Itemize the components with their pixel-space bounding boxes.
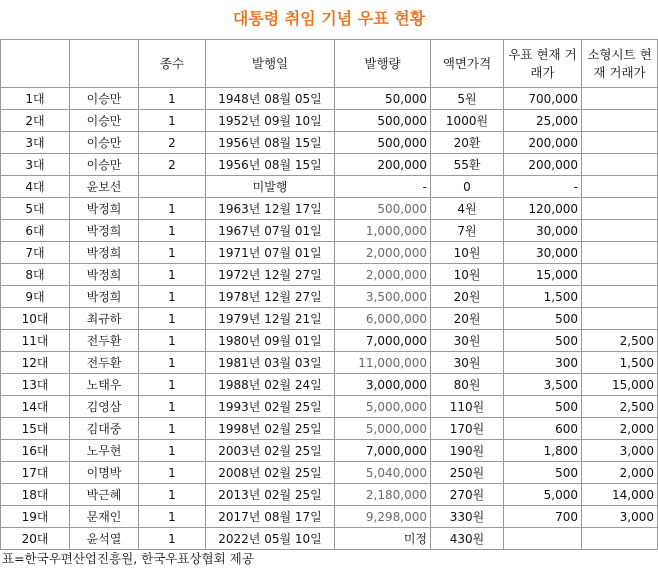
header-count: 종수 [139,40,206,88]
cell-count: 1 [139,528,206,550]
cell-issue-date: 1978년 12월 27일 [206,286,335,308]
cell-count: 1 [139,88,206,110]
cell-term: 12대 [1,352,70,374]
cell-issue-date: 1998년 02월 25일 [206,418,335,440]
cell-count: 1 [139,396,206,418]
cell-issue-date: 미발행 [206,176,335,198]
table-row [1,264,658,286]
cell-face-value: 250원 [431,462,504,484]
cell-president: 박근혜 [70,484,139,506]
table-row [1,132,658,154]
cell-face-value: 10원 [431,264,504,286]
cell-count: 1 [139,506,206,528]
cell-face-value: 7원 [431,220,504,242]
cell-quantity: 2,180,000 [335,484,431,506]
cell-quantity: 7,000,000 [335,330,431,352]
cell-count: 1 [139,374,206,396]
cell-term: 10대 [1,308,70,330]
cell-term: 8대 [1,264,70,286]
cell-president: 박정희 [70,242,139,264]
cell-count: 1 [139,462,206,484]
table-row [1,286,658,308]
table-row [1,308,658,330]
cell-sheet-price: 3,000 [582,440,658,462]
cell-quantity: 200,000 [335,154,431,176]
cell-quantity: 3,500,000 [335,286,431,308]
table-row [1,374,658,396]
cell-quantity: 1,000,000 [335,220,431,242]
cell-count: 1 [139,352,206,374]
cell-quantity: 2,000,000 [335,264,431,286]
cell-face-value: 30원 [431,352,504,374]
cell-stamp-price: 3,500 [504,374,582,396]
cell-president: 김영삼 [70,396,139,418]
cell-count: 1 [139,308,206,330]
page-title: 대통령 취임 기념 우표 현황 [232,9,426,28]
table-row [1,440,658,462]
cell-stamp-price: 25,000 [504,110,582,132]
table-row [1,330,658,352]
cell-president: 전두환 [70,352,139,374]
cell-issue-date: 1952년 09월 10일 [206,110,335,132]
cell-quantity: 5,000,000 [335,396,431,418]
cell-quantity: 9,298,000 [335,506,431,528]
cell-stamp-price: 1,800 [504,440,582,462]
header-quantity: 발행량 [335,40,431,88]
table-row [1,198,658,220]
cell-quantity: 500,000 [335,198,431,220]
cell-stamp-price: 700,000 [504,88,582,110]
stamp-table [0,39,658,550]
cell-count: 1 [139,242,206,264]
header-president [70,40,139,88]
cell-count: 1 [139,198,206,220]
cell-sheet-price: 2,500 [582,330,658,352]
cell-stamp-price: - [504,176,582,198]
cell-stamp-price: 120,000 [504,198,582,220]
cell-issue-date: 1967년 07월 01일 [206,220,335,242]
cell-sheet-price [582,132,658,154]
cell-face-value: 0 [431,176,504,198]
cell-issue-date: 2017년 08월 17일 [206,506,335,528]
cell-stamp-price: 500 [504,462,582,484]
cell-sheet-price [582,110,658,132]
cell-quantity: 5,040,000 [335,462,431,484]
cell-stamp-price: 5,000 [504,484,582,506]
header-row [1,40,658,88]
table-row [1,154,658,176]
cell-term: 14대 [1,396,70,418]
cell-quantity: 5,000,000 [335,418,431,440]
cell-stamp-price: 700 [504,506,582,528]
cell-president: 전두환 [70,330,139,352]
cell-count: 1 [139,220,206,242]
cell-issue-date: 1956년 08월 15일 [206,154,335,176]
cell-sheet-price [582,528,658,550]
cell-count: 2 [139,154,206,176]
cell-president: 박정희 [70,286,139,308]
cell-face-value: 20환 [431,132,504,154]
cell-president: 문재인 [70,506,139,528]
cell-count: 1 [139,330,206,352]
cell-quantity: 미정 [335,528,431,550]
cell-stamp-price: 600 [504,418,582,440]
cell-sheet-price: 1,500 [582,352,658,374]
cell-president: 이명박 [70,462,139,484]
cell-face-value: 170원 [431,418,504,440]
cell-sheet-price: 2,000 [582,418,658,440]
cell-term: 2대 [1,110,70,132]
cell-count: 1 [139,418,206,440]
cell-quantity: 500,000 [335,110,431,132]
cell-president: 박정희 [70,198,139,220]
cell-issue-date: 2003년 02월 25일 [206,440,335,462]
cell-term: 3대 [1,154,70,176]
cell-sheet-price [582,176,658,198]
cell-issue-date: 1979년 12월 21일 [206,308,335,330]
cell-face-value: 4원 [431,198,504,220]
cell-issue-date: 2022년 05월 10일 [206,528,335,550]
cell-stamp-price: 300 [504,352,582,374]
cell-sheet-price [582,88,658,110]
cell-count: 1 [139,484,206,506]
cell-sheet-price [582,242,658,264]
cell-issue-date: 2008년 02월 25일 [206,462,335,484]
cell-face-value: 1000원 [431,110,504,132]
cell-face-value: 430원 [431,528,504,550]
cell-issue-date: 1993년 02월 25일 [206,396,335,418]
table-row [1,352,658,374]
cell-sheet-price: 2,000 [582,462,658,484]
cell-count [139,176,206,198]
cell-issue-date: 1956년 08월 15일 [206,132,335,154]
cell-face-value: 5원 [431,88,504,110]
cell-quantity: 500,000 [335,132,431,154]
cell-count: 2 [139,132,206,154]
cell-sheet-price [582,198,658,220]
cell-president: 이승만 [70,110,139,132]
table-row [1,528,658,550]
table-row [1,462,658,484]
cell-quantity: 7,000,000 [335,440,431,462]
cell-issue-date: 1963년 12월 17일 [206,198,335,220]
cell-sheet-price [582,286,658,308]
header-stamp-price: 우표 현재 거래가 [504,40,582,88]
table-row [1,88,658,110]
cell-face-value: 10원 [431,242,504,264]
cell-sheet-price: 14,000 [582,484,658,506]
cell-president: 이승만 [70,132,139,154]
cell-term: 6대 [1,220,70,242]
cell-count: 1 [139,286,206,308]
cell-stamp-price: 30,000 [504,220,582,242]
cell-stamp-price: 1,500 [504,286,582,308]
header-face-value: 액면가격 [431,40,504,88]
cell-issue-date: 1981년 03월 03일 [206,352,335,374]
cell-president: 노태우 [70,374,139,396]
cell-stamp-price: 200,000 [504,154,582,176]
header-sheet-price: 소형시트 현재 거래가 [582,40,658,88]
source-note: 표=한국우편산업진흥원, 한국우표상협회 제공 [2,551,254,566]
cell-count: 1 [139,440,206,462]
header-issue-date: 발행일 [206,40,335,88]
table-row [1,220,658,242]
cell-term: 7대 [1,242,70,264]
table-row [1,506,658,528]
cell-stamp-price: 500 [504,396,582,418]
cell-term: 20대 [1,528,70,550]
table-row [1,110,658,132]
cell-sheet-price [582,264,658,286]
cell-quantity: - [335,176,431,198]
cell-sheet-price: 3,000 [582,506,658,528]
table-row [1,418,658,440]
header-term [1,40,70,88]
cell-term: 3대 [1,132,70,154]
cell-face-value: 110원 [431,396,504,418]
cell-face-value: 270원 [431,484,504,506]
cell-face-value: 20원 [431,308,504,330]
table-row [1,484,658,506]
cell-face-value: 190원 [431,440,504,462]
cell-term: 11대 [1,330,70,352]
cell-face-value: 55환 [431,154,504,176]
cell-issue-date: 1971년 07월 01일 [206,242,335,264]
cell-stamp-price: 500 [504,330,582,352]
cell-issue-date: 2013년 02월 25일 [206,484,335,506]
cell-issue-date: 1988년 02월 24일 [206,374,335,396]
cell-president: 김대중 [70,418,139,440]
cell-issue-date: 1948년 08월 05일 [206,88,335,110]
cell-count: 1 [139,264,206,286]
cell-quantity: 3,000,000 [335,374,431,396]
cell-stamp-price: 30,000 [504,242,582,264]
cell-president: 최규하 [70,308,139,330]
cell-term: 5대 [1,198,70,220]
cell-term: 1대 [1,88,70,110]
cell-count: 1 [139,110,206,132]
cell-term: 16대 [1,440,70,462]
cell-issue-date: 1980년 09월 01일 [206,330,335,352]
table-row [1,242,658,264]
cell-stamp-price: 500 [504,308,582,330]
table-row [1,176,658,198]
cell-president: 이승만 [70,154,139,176]
cell-term: 15대 [1,418,70,440]
cell-quantity: 11,000,000 [335,352,431,374]
cell-term: 4대 [1,176,70,198]
cell-president: 윤보선 [70,176,139,198]
cell-quantity: 50,000 [335,88,431,110]
cell-quantity: 6,000,000 [335,308,431,330]
cell-term: 19대 [1,506,70,528]
cell-term: 17대 [1,462,70,484]
cell-face-value: 20원 [431,286,504,308]
cell-president: 이승만 [70,88,139,110]
cell-term: 18대 [1,484,70,506]
cell-face-value: 80원 [431,374,504,396]
cell-sheet-price: 2,500 [582,396,658,418]
cell-quantity: 2,000,000 [335,242,431,264]
cell-president: 박정희 [70,264,139,286]
cell-face-value: 30원 [431,330,504,352]
cell-sheet-price: 15,000 [582,374,658,396]
cell-term: 13대 [1,374,70,396]
cell-sheet-price [582,220,658,242]
cell-face-value: 330원 [431,506,504,528]
cell-stamp-price [504,528,582,550]
cell-sheet-price [582,154,658,176]
cell-stamp-price: 15,000 [504,264,582,286]
cell-issue-date: 1972년 12월 27일 [206,264,335,286]
cell-president: 노무현 [70,440,139,462]
cell-sheet-price [582,308,658,330]
cell-president: 윤석열 [70,528,139,550]
cell-stamp-price: 200,000 [504,132,582,154]
table-row [1,396,658,418]
cell-term: 9대 [1,286,70,308]
cell-president: 박정희 [70,220,139,242]
